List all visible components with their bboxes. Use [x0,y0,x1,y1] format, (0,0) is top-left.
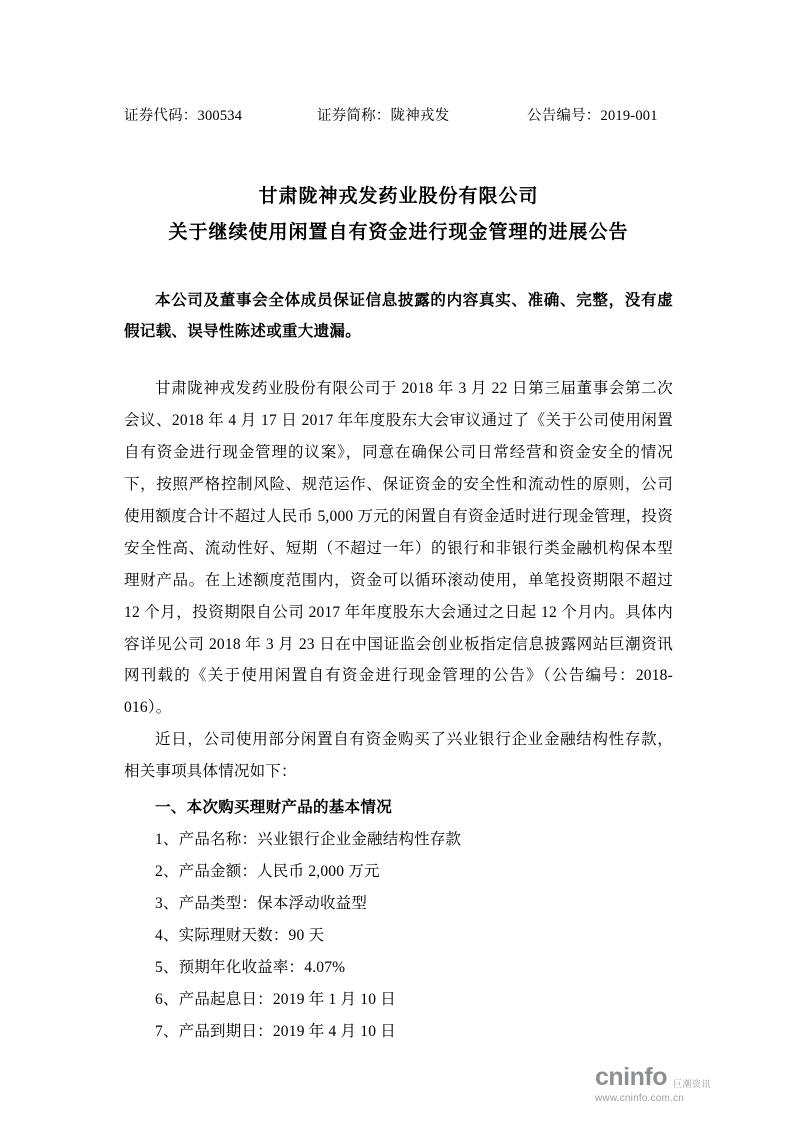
security-abbreviation: 证券简称：陇神戎发 [317,108,450,124]
list-item: 2、产品金额：人民币 2,000 万元 [155,863,380,881]
announcement-number: 公告编号：2019-001 [527,108,658,124]
list-item: 4、实际理财天数：90 天 [155,926,325,944]
list-item: 1、产品名称：兴业银行企业金融结构性存款 [155,831,462,849]
logo-wordmark [595,1065,667,1090]
responsibility-statement: 本公司及董事会全体成员保证信息披露的内容真实、准确、完整，没有虚假记载、误导性陈述或重大遗漏。 [124,292,673,341]
page-title [124,179,673,251]
body-paragraph-2: 近日，公司使用部分闲置自有资金购买了兴业银行企业金融结构性存款，相关事项具体情况如下： [124,731,673,781]
logo-subtitle: 巨潮资讯 [673,1079,712,1089]
logo-wordmark-suffix: o [652,1063,667,1091]
list-item: 3、产品类型：保本浮动收益型 [155,894,368,912]
logo-url: www.cninfo.com.cn [595,1093,684,1104]
list-item: 5、预期年化收益率：4.07% [155,958,346,976]
logo-wordmark-text: cninf [595,1063,653,1091]
logo-row [595,1065,745,1090]
announcement-subject-title: 关于继续使用闲置自有资金进行现金管理的进展公告 [168,222,629,244]
list-item: 7、产品到期日：2019 年 4 月 10 日 [155,1022,396,1040]
company-name-title: 甘肃陇神戎发药业股份有限公司 [258,186,539,207]
body-paragraph-1: 甘肃陇神戎发药业股份有限公司于 2018 年 3 月 22 日第三届董事会第二次会议、2018 年 4 月 17 日 2017 年年度股东大会审议通过了《关于公司使用闲置自有资金进行现金管理的议案》，同意在确保公司日常经营和资金安全的情况下，按照严格控制风险、规范运作、保证资金的安全性和流动性的原则，公司使用额度合计不超过人民币 5,000 万元的闲置自有资金适时进行现金管理，投资安全性高、流动性好、短期（不超过一年）的银行和非银行类金融机构保本型理财产品。在上述额度范围内，资金可以循环滚动使用，单笔投资期限不超过 12 个月，投资期限自公司 2017 年年度股东大会通过之日起 12 个月内。具体内容详见公司 2018 年 3 月 23 日在中国证监会创业板指定信息披露网站巨潮资讯网刊载的《关于使用闲置自有资金进行现金管理的公告》（公告编号：2018-016）。 [124,380,673,717]
cninfo-watermark [595,1065,745,1104]
list-item: 6、产品起息日：2019 年 1 月 10 日 [155,990,396,1008]
document-header-row [124,104,673,125]
security-code: 证券代码：300534 [124,108,243,124]
section-heading-1: 一、本次购买理财产品的基本情况 [155,799,393,817]
product-details-list [124,824,673,1047]
